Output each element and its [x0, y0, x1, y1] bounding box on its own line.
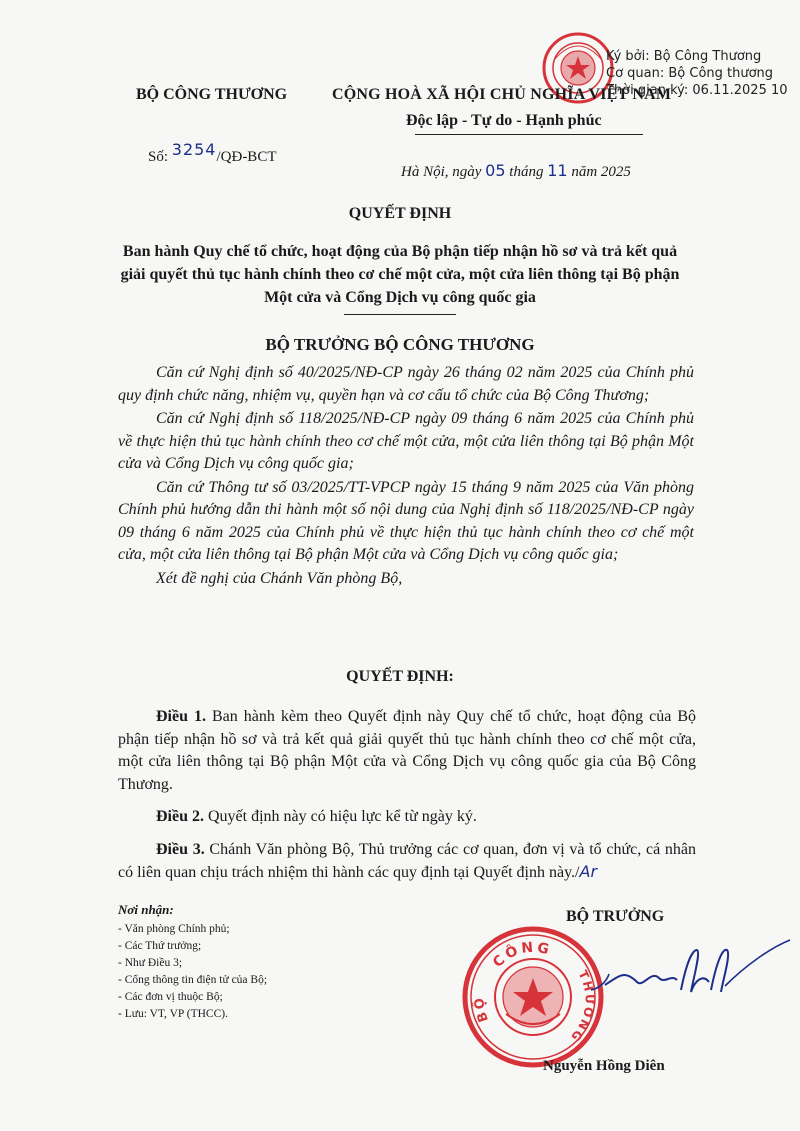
doc-number-handwritten: 3254	[171, 140, 217, 159]
list-item: - Các Thứ trưởng;	[118, 940, 202, 952]
doc-number-prefix: Số:	[148, 149, 172, 165]
basis-paragraph: Căn cứ Thông tư số 03/2025/TT-VPCP ngày 15 tháng 9 năm 2025 của Văn phòng Chính phủ hướng dẫn thi hành một số nội dung của Nghị định số 118/2025/NĐ-CP ngày 09 tháng 6 năm 2025 của Chính phủ về thực hiện thủ tục hành chính theo cơ chế một cửa, một cửa liên thông tại Bộ phận Một cửa và Cổng Dịch vụ công quốc gia;	[118, 478, 694, 563]
legal-basis	[118, 362, 694, 591]
issue-date	[401, 161, 631, 181]
doc-number-suffix: /QĐ-BCT	[216, 149, 277, 165]
national-motto: Độc lập - Tự do - Hạnh phúc	[406, 112, 602, 129]
article-3	[118, 839, 696, 885]
date-year-label: năm 2025	[567, 164, 631, 180]
signer-position: BỘ TRƯỞNG	[566, 908, 665, 925]
recipients-title: Nơi nhận:	[118, 902, 174, 917]
article-label: Điều 3.	[156, 840, 205, 858]
document-title: QUYẾT ĐỊNH	[348, 205, 452, 222]
initial-mark: Ar	[579, 862, 598, 881]
article-1	[118, 706, 696, 796]
handwritten-signature-icon	[585, 930, 795, 1020]
basis-paragraph: Căn cứ Nghị định số 40/2025/NĐ-CP ngày 26 tháng 02 năm 2025 của Chính phủ quy định chức năng, nhiệm vụ, quyền hạn và cơ cấu tổ chức của Bộ Công Thương;	[118, 364, 694, 404]
date-day-handwritten: 05	[485, 161, 506, 180]
signing-time-text: Thời gian ký: 06.11.2025 10	[606, 83, 788, 98]
seal-top-text: CÔNG	[489, 939, 554, 971]
list-item: - Lưu: VT, VP (THCC).	[118, 1008, 228, 1020]
basis-paragraph: Xét đề nghị của Chánh Văn phòng Bộ,	[156, 569, 403, 587]
articles	[118, 706, 696, 895]
document-number	[148, 140, 277, 166]
national-title: CỘNG HOÀ XÃ HỘI CHỦ NGHĨA VIỆT NAM	[332, 86, 672, 103]
motto-underline	[415, 134, 643, 135]
issuing-authority: BỘ TRƯỞNG BỘ CÔNG THƯƠNG	[265, 335, 535, 354]
list-item: - Các đơn vị thuộc Bộ;	[118, 991, 223, 1003]
seal-left-text: BỘ	[472, 995, 492, 1024]
article-text: Quyết định này có hiệu lực kể từ ngày ký.	[204, 808, 477, 825]
signing-agency-text: Cơ quan: Bộ Công thương	[606, 66, 774, 81]
recipients-list	[118, 921, 267, 1023]
list-item: - Cổng thông tin điện tử của Bộ;	[118, 974, 268, 986]
list-item: - Như Điều 3;	[118, 957, 183, 969]
date-month-handwritten: 11	[547, 161, 568, 180]
date-month-label: tháng	[505, 164, 548, 180]
svg-text:BỘ	[471, 996, 492, 1024]
date-place: Hà Nội, ngày	[401, 164, 486, 180]
article-2	[118, 806, 696, 829]
article-label: Điều 1.	[156, 708, 206, 725]
seal-right-text: THƯƠNG	[567, 968, 597, 1046]
article-text: Ban hành kèm theo Quyết định này Quy chế tổ chức, hoạt động của Bộ phận tiếp nhận hồ sơ và trả kết quả giải quyết thủ tục hành chính theo cơ chế một cửa, một cửa liên thông tại Bộ phận Một cửa và Cổng Dịch vụ công quốc gia của Bộ Công Thương.	[118, 708, 696, 793]
basis-paragraph: Căn cứ Nghị định số 118/2025/NĐ-CP ngày 09 tháng 6 năm 2025 của Chính phủ về thực hiện thủ tục hành chính theo cơ chế một cửa, một cửa liên thông tại Bộ phận Một cửa và Cổng Dịch vụ công quốc gia;	[118, 410, 694, 472]
article-label: Điều 2.	[156, 808, 204, 825]
document-subtitle: Ban hành Quy chế tổ chức, hoạt động của Bộ phận tiếp nhận hồ sơ và trả kết quả giải quyết thủ tục hành chính theo cơ chế một cửa, một cửa liên thông tại Bộ phận Một cửa và Cổng Dịch vụ công quốc gia	[120, 243, 680, 306]
signed-by-text: Ký bởi: Bộ Công Thương	[606, 49, 762, 64]
decision-heading: QUYẾT ĐỊNH:	[346, 668, 454, 685]
signer-name: Nguyễn Hồng Diên	[543, 1058, 665, 1074]
list-item: - Văn phòng Chính phủ;	[118, 923, 230, 935]
issuing-agency: BỘ CÔNG THƯƠNG	[136, 86, 288, 103]
article-text: Chánh Văn phòng Bộ, Thủ trưởng các cơ quan, đơn vị và tổ chức, cá nhân có liên quan chịu trách nhiệm thi hành các quy định tại Quyết định này./	[118, 840, 696, 881]
subtitle-underline	[344, 314, 456, 315]
